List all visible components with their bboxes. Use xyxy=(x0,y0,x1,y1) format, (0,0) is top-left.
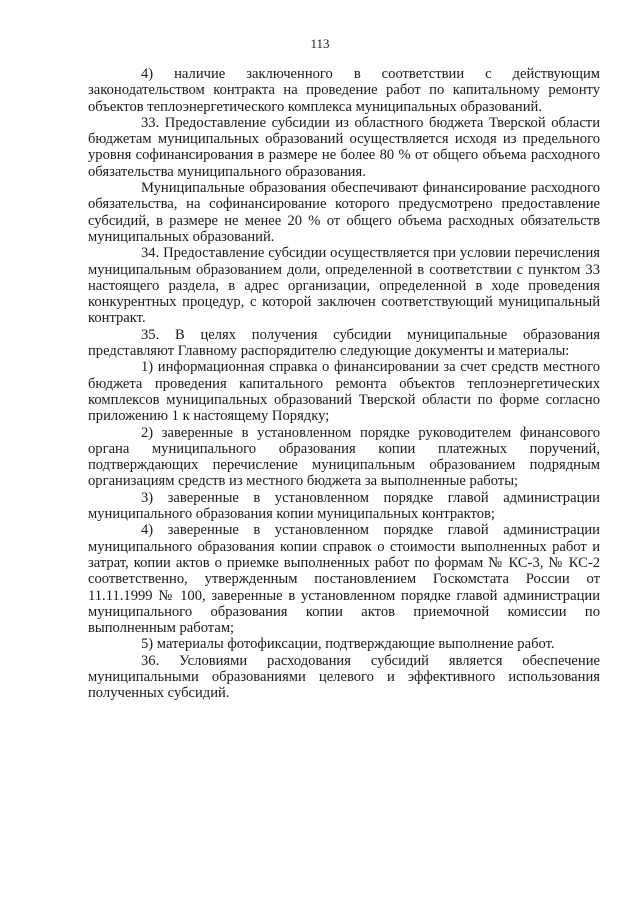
paragraph-item-4: 4) наличие заключенного в соответствии с действующим законодательством контракта на проведение работ по капитальному ремонту объектов теплоэнергетического комплекса муниципальных образований. xyxy=(88,66,600,115)
list-item-2: 2) заверенные в установленном порядке руководителем финансового органа муниципального образования копии платежных поручений, подтверждающих перечисление муниципальным образованием подрядным организациям средств из местного бюджета за выполненные работы; xyxy=(88,424,600,490)
list-item-1: 1) информационная справка о финансировании за счет средств местного бюджета проведения капитального ремонта объектов теплоэнергетических комплексов муниципальных образований Тверской области по форме согласно приложению 1 к настоящему Порядку; xyxy=(88,359,600,425)
list-item-3: 3) заверенные в установленном порядке главой администрации муниципального образования копии муниципальных контрактов; xyxy=(88,489,600,523)
page-number: 113 xyxy=(310,36,330,51)
paragraph-34: 34. Предоставление субсидии осуществляется при условии перечисления муниципальным образованием доли, определенной в соответствии с пунктом 33 настоящего раздела, в адрес организации, определенной в ходе проведения конкурентных процедур, с которой заключен соответствующий муниципальный контракт. xyxy=(88,245,600,327)
paragraph-33: 33. Предоставление субсидии из областного бюджета Тверской области бюджетам муниципальных образований осуществляется исходя из предельного уровня софинансирования в размере не более 80 % от общего объема расходного обязательства муниципального образования. xyxy=(88,114,600,180)
paragraph-36: 36. Условиями расходования субсидий является обеспечение муниципальными образованиями целевого и эффективного использования полученных субсидий. xyxy=(88,652,600,702)
list-item-5: 5) материалы фотофиксации, подтверждающие выполнение работ. xyxy=(141,636,555,653)
paragraph-35: 35. В целях получения субсидии муниципальные образования представляют Главному распорядителю следующие документы и материалы: xyxy=(88,326,600,360)
document-body xyxy=(88,66,600,702)
paragraph-cofinancing: Муниципальные образования обеспечивают финансирование расходного обязательства, на софинансирование которого предусмотрено предоставление субсидий, в размере не менее 20 % от общего объема расходных обязательств муниципальных образований. xyxy=(88,180,600,245)
list-item-4: 4) заверенные в установленном порядке главой администрации муниципального образования копии справок о стоимости выполненных работ и затрат, копии актов о приемке выполненных работ по формам № КС-3, № КС-2 соответственно, утвержденным постановлением Госкомстата России от 11.11.1999 № 100, заверенные в установленном порядке главой администрации муниципального образования копии актов приемочной комиссии по выполненным работам; xyxy=(88,522,600,637)
